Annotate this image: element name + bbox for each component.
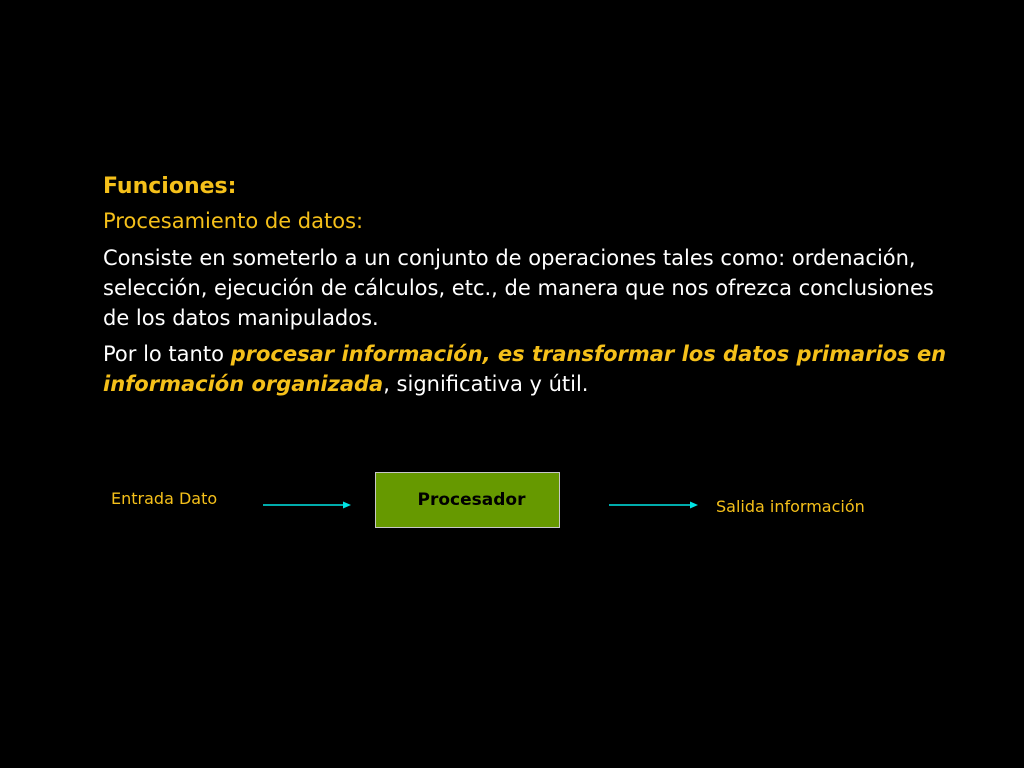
conclusion-emphasis: procesar información, es transformar los datos primarios en información organizada — [103, 342, 947, 396]
input-arrow — [263, 502, 351, 509]
paragraph-definition: Consiste en someterlo a un conjunto de operaciones tales como: ordenación, selección, ejecución de cálculos, etc., de manera que nos ofrezca conclusiones de los datos manipulados. — [103, 246, 934, 330]
conclusion-prefix: Por lo tanto — [103, 342, 231, 366]
conclusion-suffix: , significativa y útil. — [383, 372, 589, 396]
slide-subheading: Procesamiento de datos: — [103, 209, 364, 233]
processor-label: Procesador — [417, 490, 526, 510]
slide-heading: Funciones: — [103, 174, 237, 199]
input-label: Entrada Dato — [111, 489, 218, 508]
output-arrow — [609, 502, 698, 509]
output-label: Salida información — [716, 497, 865, 516]
slide-content — [103, 172, 963, 405]
processor-box — [375, 472, 560, 528]
paragraph-conclusion — [103, 339, 963, 399]
